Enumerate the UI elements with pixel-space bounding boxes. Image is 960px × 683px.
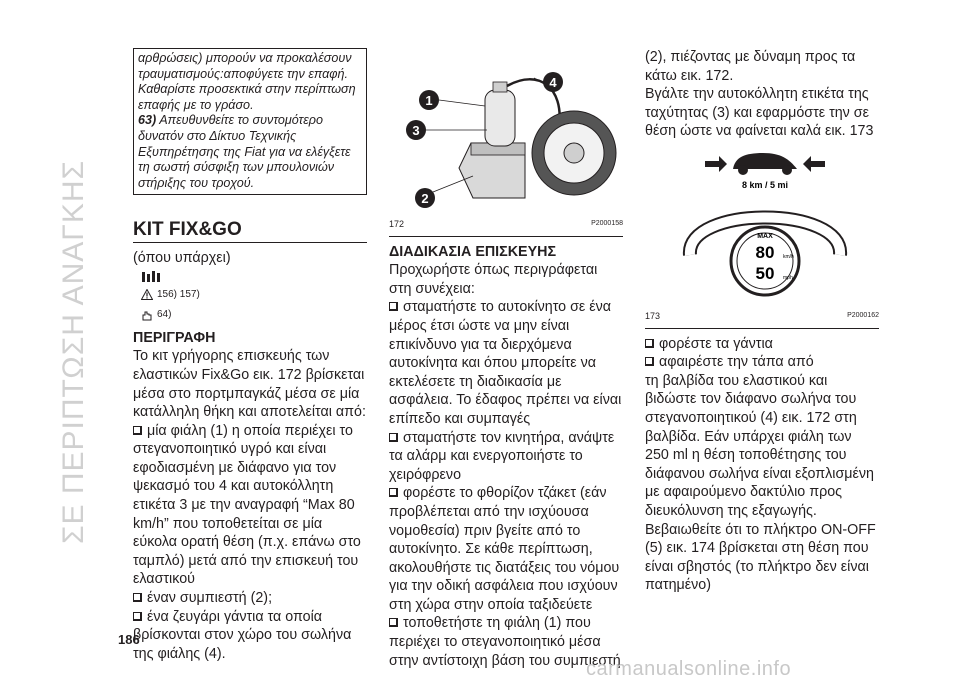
badge-speed-mph: 50 (755, 263, 775, 283)
column-3 (645, 48, 879, 595)
warning-triangle-icon (141, 289, 153, 300)
optional-equipment-icon (141, 270, 161, 284)
badge-unit-mph: mph (783, 274, 793, 281)
valve-paragraph: τη βαλβίδα του ελαστικού και βιδώστε τον διάφανο σωλήνα του στεγανοποιητικού (4) εικ. 172 στη βαλβίδα. Εάν υπάρχει φιάλη των 250 ml η θέση τοποθέτησης του διάφανου σωλήνα είναι εξοπλισμένη με αφαιρούμενο δακτύλιο προς διευκόλυνση της εξαγωγής. (645, 372, 875, 519)
list-item: αφαιρέστε την τάπα από (645, 353, 879, 372)
figure-caption (389, 213, 623, 236)
warning-number: 63) (138, 113, 157, 128)
figure-code: P2000158 (591, 220, 623, 227)
warning-box (133, 48, 367, 195)
column-2 (389, 48, 623, 670)
availability-note: (όπου υπάρχει) (133, 249, 231, 266)
sticker-paragraph: Βγάλτε την αυτοκόλλητη ετικέτα της ταχύτητας (3) και εφαρμόστε την σε θέση ώστε να φαίνεται καλά εικ. 173 (645, 86, 874, 140)
warning-text-a: αρθρώσεις) μπορούν να προκαλέσουν τραυματισμούς:αποφύγετε την επαφή. Καθαρίστε προσεκτικά στην περίπτωση επαφής με το γράσο. (138, 51, 356, 112)
callout-4: 4 (549, 75, 557, 90)
figure-caption (645, 305, 879, 328)
repair-kit-illustration (389, 48, 623, 213)
caution-hand-icon (141, 310, 153, 321)
checkbox-bullet-icon (389, 433, 398, 442)
option-icon-row (141, 270, 367, 284)
figure-172 (389, 48, 623, 237)
checkbox-bullet-icon (133, 426, 142, 435)
list-item: μία φιάλη (1) η οποία περιέχει το στεγανοποιητικό υγρό και είναι εφοδιασμένη με διάφανο για τον ψεκασμό του 4 και αυτοκόλλητη ετικέτα 3 με την αναγραφή “Max 80 km/h” που τοποθετείται σε μία εύκολα ορατή θέση (π.χ. επάνω στο ταμπλό) μετά από την επισκευή του ελαστικού (133, 422, 361, 588)
procedure-intro: Προχωρήστε όπως περιγράφεται στη συνέχεια: (389, 262, 598, 297)
warning-text-b: Απευθυνθείτε το συντομότερο δυνατόν στο Δίκτυο Τεχνικής Εξυπηρέτησης της Fiat για να ελέγξετε τη σωστή σύσφιξη των μπουλονιών στήριξης του τροχού. (138, 113, 351, 190)
warning-refs-row (141, 286, 367, 305)
description-title: ΠΕΡΙΓΡΑΦΗ (133, 329, 216, 346)
figure-code: P2000162 (847, 311, 879, 319)
callout-3: 3 (412, 123, 420, 138)
list-item: φορέστε τα γάντια (645, 335, 879, 354)
checkbox-bullet-icon (133, 593, 142, 602)
list-item: σταματήστε τον κινητήρα, ανάψτε τα αλάρμ και ενεργοποιήστε το χειρόφρενο (389, 429, 615, 483)
list-item: τοποθετήστε τη φιάλη (1) που περιέχει το στεγανοποιητικό μέσα στην αντίστοιχη βάση του συμπιεστή (389, 615, 621, 669)
distance-label: 8 km / 5 mi (741, 179, 789, 190)
checkbox-bullet-icon (133, 612, 142, 621)
callout-1: 1 (425, 93, 433, 108)
list-item: σταματήστε το αυτοκίνητο σε ένα μέρος έτσι ώστε να μην είναι επικίνδυνο για τα διερχόμενα αυτοκίνητα και όπου μπορείτε να εκτελέσετε τη διαδικασία με ασφάλεια. Το έδαφος πρέπει να είναι επίπεδο και συμπαγές (389, 299, 622, 427)
list-item: έναν συμπιεστή (2); (133, 589, 367, 608)
warning-refs: 156) 157) (157, 288, 200, 300)
info-refs: 64) (157, 309, 172, 321)
checkbox-bullet-icon (389, 488, 398, 497)
checkbox-bullet-icon (389, 302, 398, 311)
figure-173 (645, 145, 879, 329)
column-1 (133, 48, 367, 663)
checkbox-bullet-icon (645, 357, 654, 366)
speed-sticker-illustration (645, 145, 879, 305)
list-item: ένα ζευγάρι γάντια τα οποία βρίσκονται στον χώρο του σωλήνα της φιάλης (4). (133, 608, 352, 662)
list-item: φορέστε το φθορίζον τζάκετ (εάν προβλέπεται από την ισχύουσα νομοθεσία) πριν βγείτε από το αυτοκίνητο. Σε κάθε περίπτωση, ακολουθήστε τις διατάξεις του νόμου για την οδική ασφάλεια που ισχύουν στη χώρα στην οποία ταξιδεύετε (389, 485, 620, 613)
procedure-title: ΔΙΑΔΙΚΑΣΙΑ ΕΠΙΣΚΕΥΗΣ (389, 243, 557, 260)
figure-number: 173 (645, 310, 661, 321)
site-watermark: carmanualsonline.info (586, 658, 792, 680)
page-number: 186 (118, 632, 140, 647)
chapter-side-title: ΣΕ ΠΕΡΙΠΤΩΣΗ ΑΝΑΓΚΗΣ (57, 159, 90, 545)
checkbox-bullet-icon (645, 339, 654, 348)
badge-unit-kmh: km/h (783, 253, 794, 260)
onoff-paragraph: Βεβαιωθείτε ότι το πλήκτρο ON-OFF (5) εικ. 174 βρίσκεται στη θέση που είναι σβηστός (το πλήκτρο δεν είναι πατημένο) (645, 521, 876, 594)
callout-2: 2 (421, 191, 429, 206)
info-refs-row (141, 306, 367, 325)
figure-number: 172 (389, 219, 405, 229)
checkbox-bullet-icon (389, 618, 398, 627)
description-paragraph: Το κιτ γρήγορης επισκευής των ελαστικών Fix&Go εικ. 172 βρίσκεται μέσα στο πορτμπαγκάζ μέσα σε μία κατάλληλη θήκη και αποτελείται από: (133, 348, 366, 421)
badge-max: MAX (757, 232, 773, 240)
kit-title: KIT FIX&GO (133, 221, 367, 243)
badge-speed-kmh: 80 (755, 242, 775, 262)
continuation-text: (2), πιέζοντας με δύναμη προς τα κάτω εικ. 172. (645, 49, 856, 84)
